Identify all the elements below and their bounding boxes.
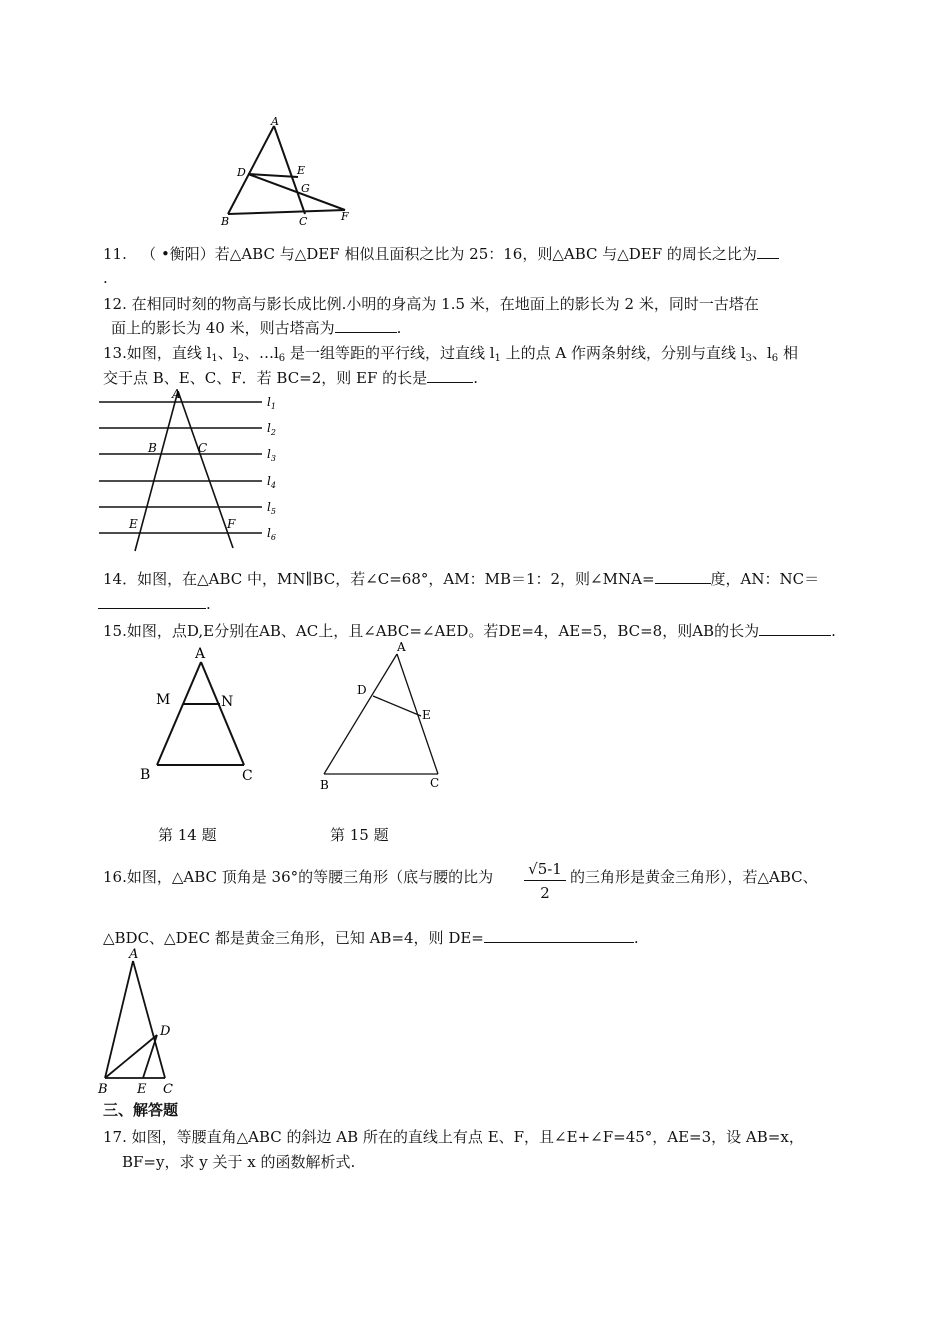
answer-blank-11[interactable] (757, 244, 779, 259)
question-16-line1a: 16.如图，△ABC 顶角是 36°的等腰三角形（底与腰的比为 (103, 868, 494, 886)
question-16-line1b: 的三角形是黄金三角形），若△ABC、 (570, 868, 818, 886)
label-c: C (198, 441, 208, 455)
figure-16-golden-triangles (93, 945, 188, 1097)
label-c: C (163, 1082, 173, 1097)
label-d: D (160, 1024, 171, 1039)
label-a: A (271, 115, 279, 128)
label-l3: $l_3$ (267, 447, 276, 463)
question-12-line1: 12. 在相同时刻的物高与影长成比例.小明的身高为 1.5 米，在地面上的影长为 2 米，同时一古塔在 (103, 295, 759, 313)
label-e: E (297, 164, 306, 177)
figure-13-parallel-lines (95, 385, 295, 555)
label-a: A (172, 387, 181, 401)
label-n: N (221, 694, 234, 710)
label-c: C (242, 768, 253, 784)
label-e: E (137, 1082, 147, 1097)
label-a: A (195, 646, 206, 662)
question-11: 11. （ •衡阳）若△ABC 与△DEF 相似且面积之比为 25：16，则△ABC 与△DEF 的周长之比为 (103, 244, 779, 264)
figure-15-triangle (310, 640, 450, 795)
answer-blank-14a[interactable] (655, 569, 711, 584)
label-a: A (397, 640, 406, 654)
question-14-line2: . (98, 594, 211, 614)
label-a: A (129, 947, 139, 962)
question-17-line2: BF=y，求 y 关于 x 的函数解析式. (122, 1153, 356, 1171)
label-f: F (341, 210, 349, 223)
section-3-heading: 三、解答题 (103, 1101, 179, 1119)
label-e: E (129, 517, 138, 531)
question-13-line2: 交于点 B、E、C、F．若 BC=2，则 EF 的长是 . (103, 369, 478, 387)
question-11-end: . (103, 269, 108, 287)
figure-14-triangle (140, 640, 270, 785)
label-d: D (237, 166, 246, 179)
label-l2: $l_2$ (267, 421, 276, 437)
label-l6: $l_6$ (267, 526, 276, 542)
label-f: F (227, 517, 236, 531)
figure-top-triangle (215, 112, 355, 227)
answer-blank-12[interactable] (335, 318, 397, 333)
caption-fig-14: 第 14 题 (158, 826, 217, 844)
label-b: B (148, 441, 157, 455)
label-g: G (301, 182, 310, 195)
label-l5: $l_5$ (267, 500, 276, 516)
label-l1: $l_1$ (267, 395, 276, 411)
label-c: C (299, 215, 308, 227)
question-15: 15.如图，点D,E分别在AB、AC上，且∠ABC=∠AED。若DE=4，AE=5，BC=8，则AB的长为 . (103, 622, 836, 640)
golden-ratio-fraction: $\frac{√5-1}{2}$ (524, 858, 566, 905)
label-b: B (98, 1082, 108, 1097)
question-17-line1: 17. 如图，等腰直角△ABC 的斜边 AB 所在的直线上有点 E、F，且∠E+∠F=45°，AE=3，设 AB=x， (103, 1128, 804, 1146)
answer-blank-16[interactable] (484, 928, 634, 943)
label-m: M (156, 692, 171, 708)
answer-blank-14b[interactable] (98, 594, 206, 609)
label-d: D (357, 683, 367, 697)
question-16-line2: △BDC、△DEC 都是黄金三角形，已知 AB=4，则 DE= . (103, 929, 639, 947)
question-12-line2: 面上的影长为 40 米，则古塔高为 . (111, 319, 402, 337)
answer-blank-13[interactable] (427, 368, 473, 383)
question-13-line1: 13.如图，直线 $l_1$、$l_2$、$\dots l_6$ 是一组等距的平行线，过直线 $l_1$ 上的点 A 作两条射线，分别与直线 $l_3$、$l_6$ 相 (103, 344, 798, 364)
label-l4: $l_4$ (267, 474, 276, 490)
question-14-line1: 14．如图，在△ABC 中，MN∥BC，若∠C=68°，AM：MB＝1：2，则∠MNA= 度，AN：NC＝ (103, 570, 820, 588)
label-b: B (221, 215, 230, 227)
caption-fig-15: 第 15 题 (330, 826, 389, 844)
label-c: C (430, 776, 440, 790)
answer-blank-15[interactable] (759, 621, 831, 636)
label-e: E (422, 708, 431, 722)
label-b: B (140, 767, 151, 783)
label-b: B (320, 778, 329, 792)
